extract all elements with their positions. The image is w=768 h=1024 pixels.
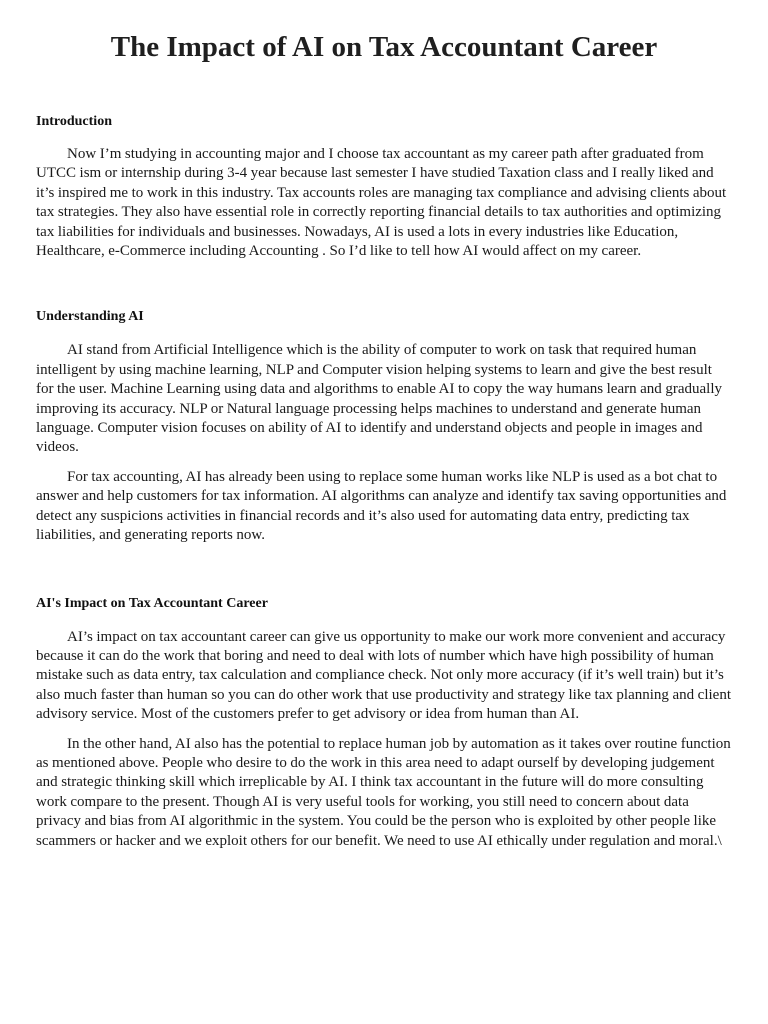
section-heading-understanding-ai: Understanding AI [36,309,144,325]
section-heading-introduction: Introduction [36,114,112,129]
paragraph-understanding-ai-tax-accounting: For tax accounting, AI has already been using to replace some human works like NLP is used as a bot chat to answer and help customers for tax information. AI algorithms can analyze and identify tax saving opportunities and detect any suspicions activities in financial records and it’s also used for automating data entry, predicting tax liabilities, and generating reports now. [36,468,727,544]
paragraph-understanding-ai-definition: AI stand from Artificial Intelligence which is the ability of computer to work on task that required human intelligent by using machine learning, NLP and Computer vision helping systems to learn and give the best result for the user. Machine Learning using data and algorithms to enable AI to copy the way humans learn and gradually improving its accuracy. NLP or Natural language processing helps machines to understand and generate human language. Computer vision focuses on ability of AI to identify and understand objects and people in images and videos. [36,342,722,456]
paragraph-ai-impact-benefits: AI’s impact on tax accountant career can give us opportunity to make our work more convenient and accuracy because it can do the work that boring and need to deal with lots of number which have high possibility of human mistake such as data entry, tax calculation and compliance check. Not only more accuracy (if it’s well train) but it’s also much faster than human so you can do other work that use productivity and strategy like tax planning and client advisory service. Most of the customers prefer to get advisory or idea from human than AI. [36,628,731,723]
document-title: The Impact of AI on Tax Accountant Career [110,31,658,63]
paragraph-introduction: Now I’m studying in accounting major and I choose tax accountant as my career path after graduated from UTCC ism or internship during 3-4 year because last semester I have studied Taxation class and I really liked and it’s inspired me to work in this industry. Tax accounts roles are managing tax compliance and advising clients about tax strategies. They also have essential role in correctly reporting financial details to tax authorities and optimizing tax liabilities for individuals and businesses. Nowadays, AI is used a lots in every industries like Education, Healthcare, e-Commerce including Accounting . So I’d like to tell how AI would affect on my career. [36,146,727,260]
section-heading-ai-impact: AI's Impact on Tax Accountant Career [36,595,268,611]
paragraph-ai-impact-risks: In the other hand, AI also has the potential to replace human job by automation as it takes over routine function as mentioned above. People who desire to do the work in this area need to adapt ourself by developing judgement and strategic thinking skill which irreplicable by AI. I think tax accountant in the future will do more consulting work compare to the present. Though AI is very useful tools for working, you still need to concern about data privacy and bias from AI algorithmic in the system. You could be the person who is exploited by other people like scammers or hacker and we exploit others for our benefit. We need to use AI ethically under regulation and moral.\ [36,735,731,849]
